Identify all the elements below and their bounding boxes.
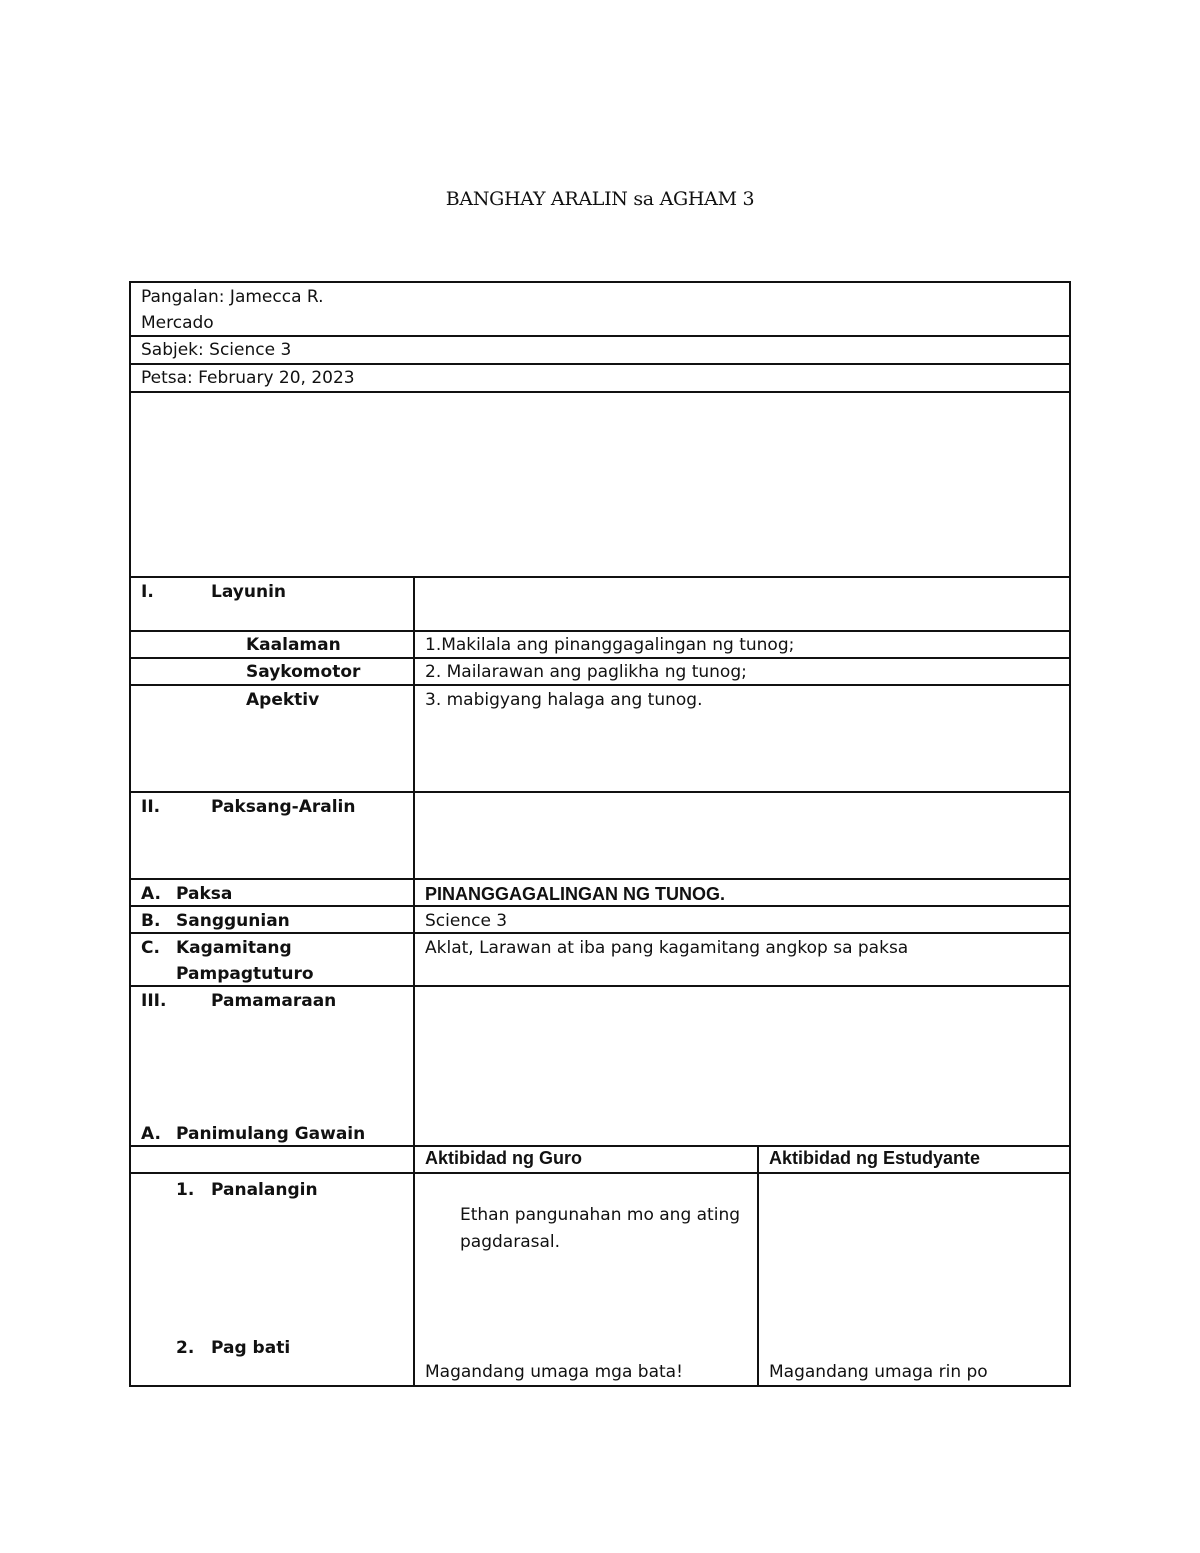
teacher-activity-line1: Ethan pangunahan mo ang ating (460, 1205, 741, 1225)
column-header-estudyante: Aktibidad ng Estudyante (769, 1148, 981, 1168)
column-rule (757, 1145, 759, 1386)
item-label-line2: Pampagtuturo (176, 964, 314, 984)
objective-label: Apektiv (246, 690, 320, 710)
step-label-panalangin: Panalangin (211, 1180, 318, 1200)
sub-title-panimulang-gawain: Panimulang Gawain (176, 1124, 366, 1144)
item-letter: A. (141, 884, 161, 904)
student-activity: Magandang umaga rin po (769, 1362, 988, 1382)
section-title-paksang-aralin: Paksang-Aralin (211, 797, 356, 817)
row-rule (129, 791, 1071, 793)
teacher-activity-line2: pagdarasal. (460, 1232, 561, 1252)
item-value: Aklat, Larawan at iba pang kagamitang angkop sa paksa (425, 938, 909, 958)
section-number: I. (141, 582, 154, 602)
column-rule (413, 576, 415, 1386)
table-border-bottom (129, 1385, 1071, 1387)
table-border-left (129, 281, 131, 1387)
objective-text: 1.Makilala ang pinanggagalingan ng tunog; (425, 635, 795, 655)
objective-text: 3. mabigyang halaga ang tunog. (425, 690, 703, 710)
section-number: III. (141, 991, 167, 1011)
table-border-top (129, 281, 1071, 283)
objective-text: 2. Mailarawan ang paglikha ng tunog; (425, 662, 747, 682)
table-border-right (1069, 281, 1071, 1387)
row-rule (129, 1172, 1071, 1174)
sub-letter: A. (141, 1124, 161, 1144)
objective-label: Saykomotor (246, 662, 361, 682)
subject-field: Sabjek: Science 3 (141, 340, 292, 360)
step-number: 1. (176, 1180, 195, 1200)
item-letter: C. (141, 938, 160, 958)
objective-label: Kaalaman (246, 635, 341, 655)
teacher-activity: Magandang umaga mga bata! (425, 1362, 683, 1382)
column-header-guro: Aktibidad ng Guro (425, 1148, 582, 1168)
item-value: Science 3 (425, 911, 508, 931)
name-field-line1: Pangalan: Jamecca R. (141, 287, 324, 307)
row-rule (129, 878, 1071, 880)
item-label-line1: Kagamitang (176, 938, 292, 958)
step-label-pag-bati: Pag bati (211, 1338, 291, 1358)
section-number: II. (141, 797, 161, 817)
item-letter: B. (141, 911, 161, 931)
date-field: Petsa: February 20, 2023 (141, 368, 355, 388)
item-label: Paksa (176, 884, 233, 904)
step-number: 2. (176, 1338, 195, 1358)
row-rule (129, 576, 1071, 578)
document-title: BANGHAY ARALIN sa AGHAM 3 (445, 188, 755, 210)
name-field-line2: Mercado (141, 313, 214, 333)
section-title-layunin: Layunin (211, 582, 286, 602)
topic-value: PINANGGAGALINGAN NG TUNOG. (425, 884, 725, 904)
item-label: Sanggunian (176, 911, 290, 931)
row-rule (129, 391, 1071, 393)
section-title-pamamaraan: Pamamaraan (211, 991, 337, 1011)
